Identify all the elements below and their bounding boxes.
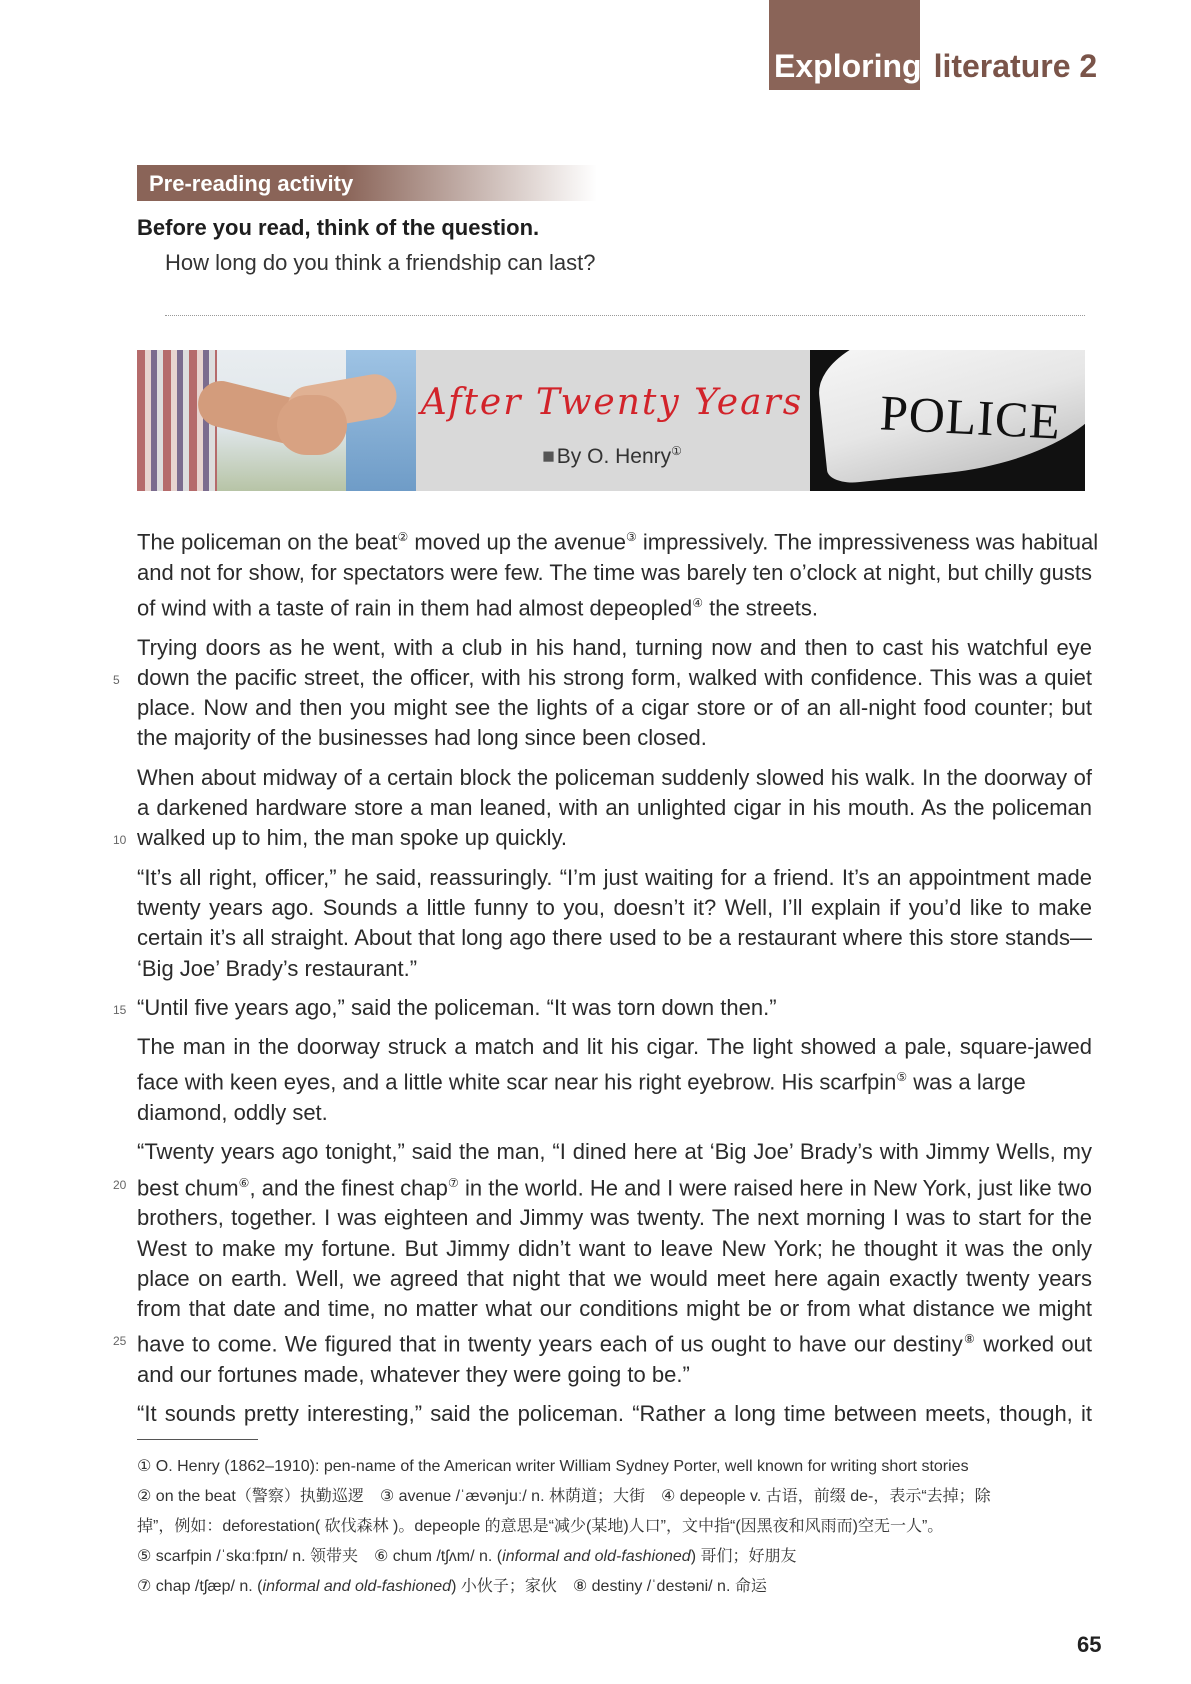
byline-footnote-marker: ① (671, 444, 682, 458)
byline-author: By O. Henry (556, 445, 672, 468)
paragraph: “Twenty years ago tonight,” said the man, “I dined here at ‘Big Joe’ Brady’s with Jimmy Wells, my 20 best chum⑥, and the finest chap⑦ in the world. He and I were raised here in New York, just like two brothers, together. I was eighteen and Jimmy was twenty. The next morning I was to start for the West to make my fortune. But Jimmy didn’t want to leave New York; he thought it was the only place on earth. Well, we agreed that night that we would meet here again exactly twenty years from that date and time, no matter what our conditions might be or from what distance we might 25 have to come. We figured that in twenty years each of us ought to have our destiny⑧ worked out and our fortunes made, whatever they were going to be.” (113, 1139, 1093, 1388)
footnotes (137, 1452, 1092, 1602)
footnote-5-6: ⑤ scarfpin /ˈskɑːfpɪn/ n. 领带夹 ⑥ chum /tʃʌm/ n. (informal and old-fashioned) 哥们；好朋友 (137, 1548, 797, 1565)
handshake-image (137, 350, 416, 491)
police-car-image (810, 350, 1085, 491)
footnote-7-8: ⑦ chap /tʃæp/ n. (informal and old-fashioned) 小伙子；家伙 ⑧ destiny /ˈdestəni/ n. 命运 (137, 1578, 767, 1595)
line-number: 25 (113, 1334, 127, 1349)
line-number: 20 (113, 1177, 127, 1192)
footnote-4-cont: 掉”，例如：deforestation( 砍伐森林 )。depeople 的意思是“减少(某地)人口”，文中指“(因黑夜和风雨而)空无一人”。 (137, 1518, 944, 1535)
paragraph: “It sounds pretty interesting,” said the policeman. “Rather a long time between meets, though, it (137, 1401, 1092, 1427)
paragraph: The man in the doorway struck a match and lit his cigar. The light showed a pale, square-jawed face with keen eyes, and a little white scar near his right eyebrow. His scarfpin⑤ was a large diamond, oddly set. (137, 1034, 1092, 1126)
paragraph: When about midway of a certain block the policeman suddenly slowed his walk. In the doorway of a darkened hardware store a man leaned, with an unlighted cigar in his mouth. As the policeman 10 walked up to him, the man spoke up quickly. (137, 763, 1092, 854)
answer-line (165, 315, 1085, 316)
pre-reading-question: How long do you think a friendship can last? (165, 250, 596, 275)
pre-reading-prompt: Before you read, think of the question. (137, 215, 540, 240)
paragraph: 15 “Until five years ago,” said the policeman. “It was torn down then.” (137, 993, 1092, 1023)
police-sign-text: POLICE (878, 384, 1063, 450)
page-number: 65 (1077, 1632, 1102, 1657)
line-number: 10 (113, 833, 127, 848)
line-number: 15 (113, 1002, 127, 1017)
footnote-rule (137, 1439, 258, 1440)
story-title: After Twenty Years (420, 382, 804, 423)
footnote-2-4: ② on the beat（警察）执勤巡逻 ③ avenue /ˈævənjuː/ n. 林荫道；大街 ④ depeople v. 古语，前缀 de-，表示“去掉；除 (137, 1488, 991, 1505)
paragraph: Trying doors as he went, with a club in his hand, turning now and then to cast his watchful eye 5 down the pacific street, the officer, with his strong form, walked with confidence. This was a quiet place. Now and then you might see the lights of a cigar store or of an all-night food counter; but the majority of the businesses had long since been closed. (113, 634, 1092, 751)
header-word-literature: literature 2 (933, 48, 1098, 84)
header-word-exploring: Exploring (774, 48, 922, 84)
byline-square-icon: ■ (542, 445, 555, 468)
pre-reading-label: Pre-reading activity (149, 171, 354, 196)
story-body (113, 522, 1099, 1439)
pre-reading-bar (137, 165, 597, 201)
section-header (774, 48, 1097, 85)
byline (416, 444, 808, 469)
paragraph: The policeman on the beat② moved up the avenue③ impressively. The impressiveness was habitual and not for show, for spectators were few. The time was barely ten o’clock at night, but chilly gusts of wind with a taste of rain in them had almost depeopled④ the streets. (137, 529, 1099, 621)
story-banner (137, 350, 1085, 491)
paragraph: “It’s all right, officer,” he said, reassuringly. “I’m just waiting for a friend. It’s an appointment made twenty years ago. Sounds a little funny to you, doesn’t it? Well, I’ll explain if you’d like to make certain it’s all straight. About that long ago there used to be a restaurant where this store stands— ‘Big Joe’ Brady’s restaurant.” (137, 864, 1092, 981)
footnote-1: ① O. Henry (1862–1910): pen-name of the American writer William Sydney Porter, well known for writing short stories (137, 1458, 969, 1475)
title-box (416, 350, 808, 491)
line-number: 5 (113, 672, 120, 687)
